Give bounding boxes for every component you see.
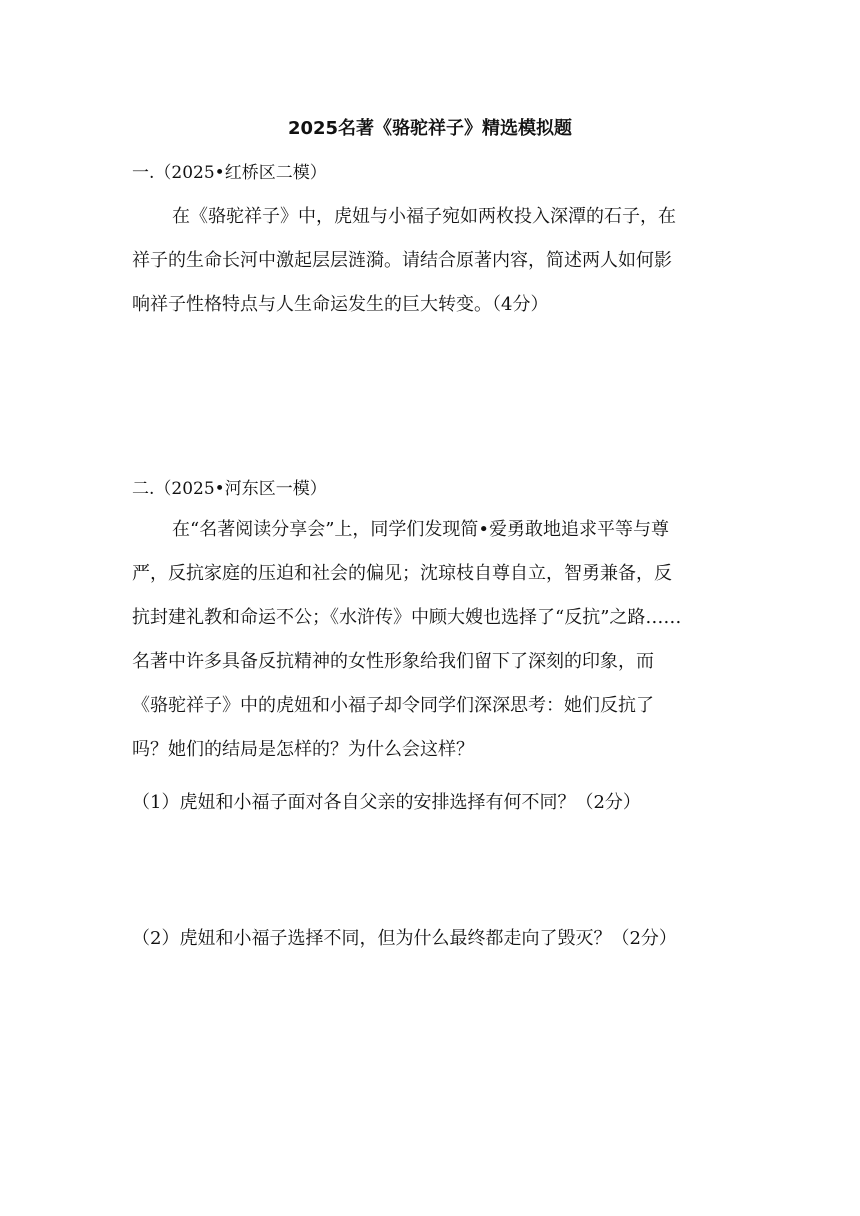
question-2-line: 严，反抗家庭的压迫和社会的偏见；沈琼枝自尊自立，智勇兼备，反	[132, 563, 672, 584]
question-1-body	[132, 195, 732, 327]
question-2-line: 名著中许多具备反抗精神的女性形象给我们留下了深刻的印象，而	[132, 651, 654, 672]
document-title: 2025名著《骆驼祥子》精选模拟题	[287, 118, 573, 139]
question-2-line: 抗封建礼教和命运不公；《水浒传》中顾大嫂也选择了“反抗”之路……	[132, 607, 682, 628]
question-1-line: 在《骆驼祥子》中，虎妞与小福子宛如两枚投入深潭的石子，在	[172, 206, 676, 227]
question-2-subquestion-1: （1）虎妞和小福子面对各自父亲的安排选择有何不同？（2分）	[132, 792, 641, 813]
question-2-line: 《骆驼祥子》中的虎妞和小福子却令同学们深深思考：她们反抗了	[132, 695, 654, 716]
question-2-subquestion-2: （2）虎妞和小福子选择不同，但为什么最终都走向了毁灭？（2分）	[132, 928, 677, 949]
question-2-body	[132, 508, 732, 772]
question-2-line: 在“名著阅读分享会”上，同学们发现简•爱勇敢地追求平等与尊	[172, 519, 670, 540]
question-1-heading: 一.（2025•红桥区二模）	[132, 163, 327, 183]
question-2-line: 吗？她们的结局是怎样的？为什么会这样？	[132, 739, 474, 760]
question-2-heading: 二.（2025•河东区一模）	[132, 479, 327, 499]
question-1-line: 祥子的生命长河中激起层层涟漪。请结合原著内容，简述两人如何影	[132, 250, 672, 271]
question-1-line: 响祥子性格特点与人生命运发生的巨大转变。（4分）	[132, 294, 549, 315]
